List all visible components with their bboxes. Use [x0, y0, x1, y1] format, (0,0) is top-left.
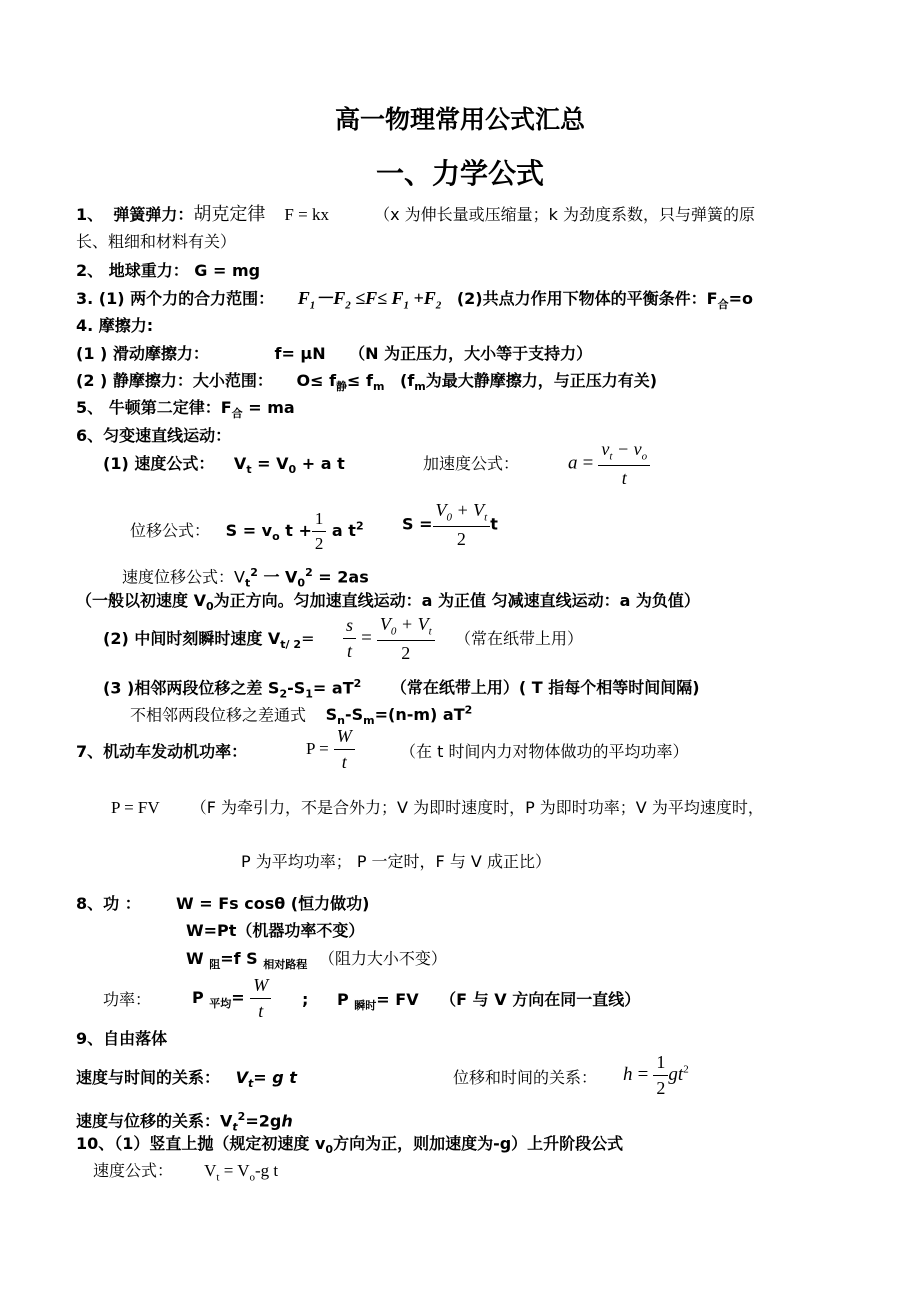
speed-formula: $V_t = V_0 + a$ t	[233, 454, 345, 477]
power-semicolon: ;	[302, 990, 309, 1009]
item-1-note-b: 长、粗细和材料有关）	[76, 232, 237, 251]
sv-label: 速度位移公式：V	[122, 567, 245, 587]
item-5-sub: 合	[231, 407, 243, 421]
free-fall-h-label: 位移和时间的关系：	[453, 1068, 598, 1087]
free-fall-vs: 速度与位移的关系：$V_t^2=2gh$	[76, 1110, 293, 1134]
sv-mid: 一 V	[257, 567, 298, 587]
avg-velocity-displacement: S = $\frac{V_0 + V_t}{2}$ t	[402, 500, 498, 549]
section-title: 一、力学公式	[375, 157, 544, 190]
item-4b-note-a: (f	[400, 371, 415, 390]
fv-note: （F 为牵引力，不是合外力；V 为即时速度时，P 为即时功率；V 为平均速度时，	[190, 798, 764, 817]
adjacent-diff-row: (3 )相邻两段位移之差 $S_2-S_1= aT^2$ （常在纸带上用）( T 指每个相等时间间隔)	[103, 677, 700, 701]
item-3	[76, 288, 753, 316]
mid-time-note: （常在纸带上用）	[455, 629, 584, 648]
work-formula-1: W = Fs cosθ (恒力做功)	[176, 894, 370, 913]
item-4b-note-sub: m	[414, 380, 426, 394]
adjacent-diff-note: （常在纸带上用）( T 指每个相等时间间隔)	[390, 678, 700, 698]
item-9-label: 9、自由落体	[76, 1029, 168, 1048]
item-7-note: （在 t 时间内力对物体做功的平均功率）	[400, 742, 689, 761]
item-7-fv	[111, 798, 764, 818]
item-1-note-a: （x 为伸长量或压缩量；k 为劲度系数，只与弹簧的原	[374, 205, 755, 224]
item-4b-f1: O≤ f	[296, 371, 337, 390]
work-formula-2: W=Pt（机器功率不变）	[186, 921, 365, 940]
nonadj-label: 不相邻两段位移之差通式	[130, 705, 307, 725]
displacement-row	[130, 509, 364, 554]
item-1-law: 胡克定律	[193, 204, 266, 225]
item-2: 2、 地球重力： G = mg	[76, 261, 261, 280]
item-6: 6、匀变速直线运动：	[76, 426, 232, 445]
power-label: 功率：	[103, 990, 152, 1009]
mid-time-velocity-row: (2) 中间时刻瞬时速度 $V_{t/ 2}=$	[103, 629, 315, 652]
item-4b-f2sub: m	[372, 380, 385, 394]
item-1-label: 弹簧弹力：	[113, 205, 194, 224]
work-formula-3: W $_阻$=f S $_{相对路程}$ （阻力大小不变）	[186, 949, 447, 972]
mid-time-formula: $\frac{s}{t}$ = $\frac{V_0 + V_t}{2}$	[343, 614, 435, 664]
fv-formula: P = FV	[111, 798, 160, 817]
nonadj-formula: $S_n-S_m=(n-m)$ $aT^2$	[325, 704, 473, 728]
power-avg-formula: P = $\frac{W}{t}$	[306, 726, 355, 773]
item-4b-label: (2 ) 静摩擦力：大小范围：	[76, 371, 273, 390]
item-8-label: 8、功 ：	[76, 894, 141, 913]
free-fall-h-formula: h = $\frac{1}{2}$ $gt^2$	[623, 1052, 689, 1098]
item-5	[76, 398, 295, 424]
accel-label: 加速度公式：	[423, 454, 520, 473]
speed-label: (1) 速度公式：	[103, 454, 215, 473]
item-3-sub: 合	[717, 298, 729, 312]
item-10-label: 10、（1）竖直上抛（规定初速度 $v_0$方向为正，则加速度为-g）上升阶段公式	[76, 1134, 624, 1157]
page-title: 高一物理常用公式汇总	[334, 105, 585, 134]
power-instant: P $_{瞬时}$= FV （F 与 V 方向在同一直线）	[337, 990, 641, 1013]
item-3-prefix: 3. (1) 两个力的合力范围：	[76, 289, 275, 308]
item-4b-f1sub: 静	[336, 380, 348, 394]
item-4a	[76, 344, 592, 364]
item-10-speed: 速度公式： $V_t = V_o-g$ t	[93, 1161, 279, 1184]
item-5-text: 5、 牛顿第二定律：F	[76, 398, 232, 417]
power-avg: P $_{平均}$= $\frac{W}{t}$	[192, 975, 271, 1022]
direction-note: （一般以初速度 $V_0$为正方向。匀加速直线运动：a 为正值 匀减速直线运动：a 为负值）	[76, 591, 700, 614]
item-1	[76, 205, 755, 225]
item-1-num: 1、	[76, 205, 104, 224]
item-5-end: = ma	[242, 398, 295, 417]
disp-formula: $S = v_o$ t + $\frac{1}{2}$ a $t^2$	[225, 509, 364, 553]
accel-formula: a = $\frac{v_t - v_o}{t}$	[568, 439, 650, 489]
mid-label: (2) 中间时刻瞬时速度 V	[103, 629, 281, 648]
item-1-formula: F = kx	[284, 205, 329, 224]
item-3-mid: (2)共点力作用下物体的平衡条件：F	[456, 289, 718, 308]
item-4a-label: (1 ) 滑动摩擦力：	[76, 344, 209, 363]
item-4b	[76, 371, 657, 397]
item-4: 4. 摩擦力:	[76, 316, 154, 335]
item-3-end: =o	[728, 289, 753, 308]
free-fall-vt: 速度与时间的关系： $V_t= g$ t	[76, 1068, 297, 1091]
item-4b-note-b: 为最大静摩擦力，与正压力有关)	[425, 371, 658, 390]
item-4a-note: （N 为正压力，大小等于支持力）	[349, 344, 593, 363]
item-4b-f2: ≤ f	[347, 371, 373, 390]
disp-label: 位移公式：	[130, 521, 211, 540]
speed-formula-row	[103, 454, 345, 480]
nonadjacent-diff-row	[130, 701, 472, 732]
item-7-label: 7、机动车发动机功率：	[76, 742, 248, 761]
item-4a-formula: f= μN	[274, 344, 326, 363]
sv-end: = 2as	[312, 567, 369, 587]
speed-displacement-row: 速度位移公式：$V_t^2$ 一 $V_0^2 = 2as$	[122, 566, 369, 590]
fv-note-2: P 为平均功率； P 一定时，F 与 V 成正比）	[241, 852, 551, 871]
resultant-range-formula: $F_1-F_2 \le F\le F_1 +F_2$	[297, 288, 442, 312]
